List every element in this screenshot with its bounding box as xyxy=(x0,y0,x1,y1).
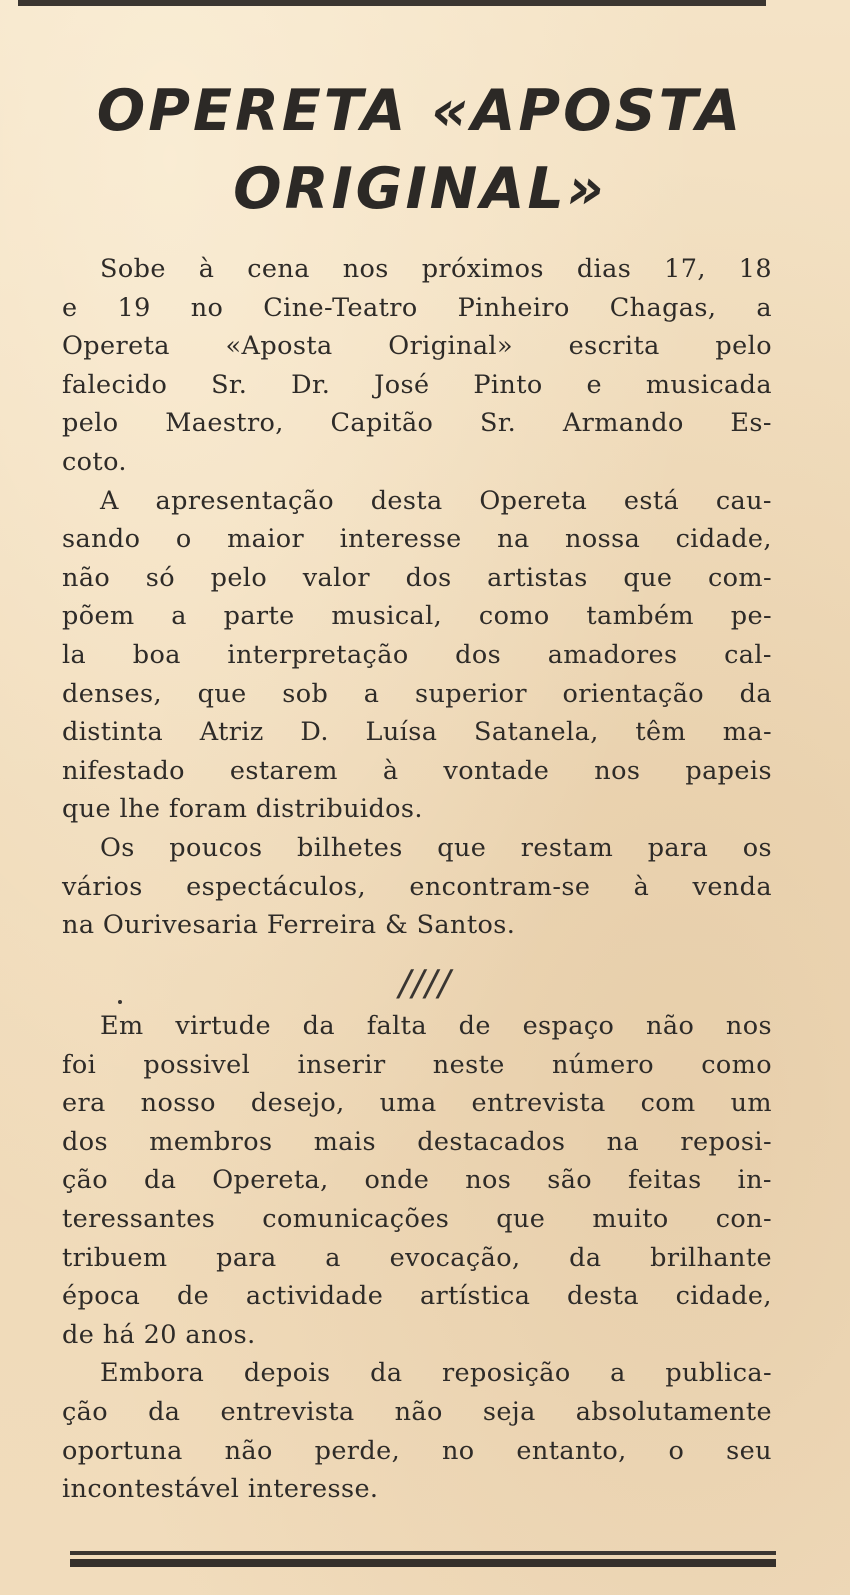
text-line: falecido Sr. Dr. José Pinto e musicada xyxy=(62,369,772,400)
text-line: e 19 no Cine-Teatro Pinheiro Chagas, a xyxy=(62,292,772,323)
text-line: oportuna não perde, no entanto, o seu xyxy=(62,1435,772,1466)
text-line: distinta Atriz D. Luísa Satanela, têm ma- xyxy=(62,717,772,748)
text-line: denses, que sob a superior orientação da xyxy=(62,678,772,709)
text-line: A apresentação desta Opereta está cau- xyxy=(100,485,772,516)
text-line: sando o maior interesse na nossa cidade, xyxy=(62,524,772,555)
text-line: era nosso desejo, uma entrevista com um xyxy=(62,1088,772,1119)
text-line: nifestado estarem à vontade nos papeis xyxy=(62,755,772,786)
article-body-first xyxy=(62,250,772,945)
text-line: pelo Maestro, Capitão Sr. Armando Es- xyxy=(62,408,772,439)
text-line: Opereta «Aposta Original» escrita pelo xyxy=(62,331,772,362)
bottom-rule-thick xyxy=(70,1559,776,1567)
text-line: Embora depois da reposição a publica- xyxy=(100,1358,772,1389)
text-line: tribuem para a evocação, da brilhante xyxy=(62,1242,772,1273)
text-line: Em virtude da falta de espaço não nos xyxy=(100,1011,772,1041)
text-line: época de actividade artística desta cidade, xyxy=(62,1281,772,1312)
article-title-line-2: ORIGINAL» xyxy=(233,156,607,222)
text-line: foi possivel inserir neste número como xyxy=(62,1049,772,1080)
text-line: Os poucos bilhetes que restam para os xyxy=(100,832,772,863)
text-line: Sobe à cena nos próximos dias 17, 18 xyxy=(100,254,772,284)
article-title-line-1: OPERETA «APOSTA xyxy=(96,78,744,144)
section-divider: //// xyxy=(398,963,452,1004)
text-line: ção da entrevista não seja absolutamente xyxy=(62,1396,772,1427)
text-line: não só pelo valor dos artistas que com- xyxy=(62,562,772,593)
article-body-second xyxy=(62,1007,772,1509)
text-line: incontestável interesse. xyxy=(62,1474,379,1505)
text-line: que lhe foram distribuidos. xyxy=(62,794,423,825)
text-line: teressantes comunicações que muito con- xyxy=(62,1203,772,1234)
text-line: ção da Opereta, onde nos são feitas in- xyxy=(62,1165,772,1196)
text-line: vários espectáculos, encontram-se à venda xyxy=(62,871,772,902)
top-rule xyxy=(18,0,766,6)
text-line: coto. xyxy=(62,446,127,477)
text-line: na Ourivesaria Ferreira & Santos. xyxy=(62,910,516,941)
text-line: dos membros mais destacados na reposi- xyxy=(62,1126,772,1157)
bottom-rule-thin xyxy=(70,1551,776,1555)
text-line: la boa interpretação dos amadores cal- xyxy=(62,639,772,670)
text-line: põem a parte musical, como também pe- xyxy=(62,601,772,632)
text-line: de há 20 anos. xyxy=(62,1319,256,1350)
print-speck xyxy=(118,1000,122,1004)
